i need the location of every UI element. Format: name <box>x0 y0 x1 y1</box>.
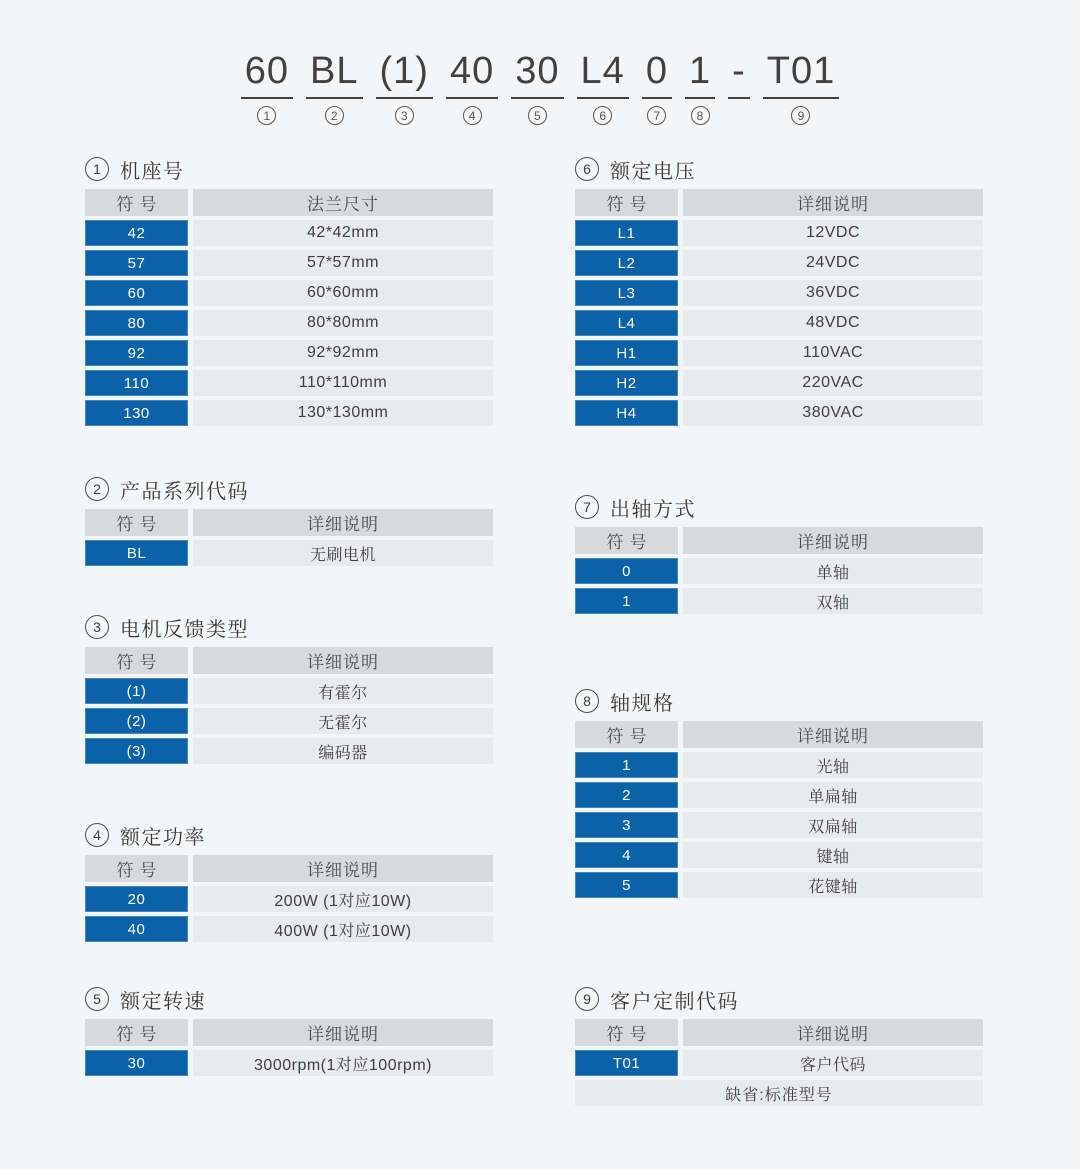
circled-number-icon: 9 <box>575 987 599 1011</box>
header-description: 详细说明 <box>193 1019 493 1046</box>
description-cell: 110*110mm <box>193 370 493 396</box>
segment-text: 60 <box>241 50 293 99</box>
table-row <box>575 340 983 366</box>
symbol-cell: L1 <box>575 220 678 246</box>
section-title-text: 出轴方式 <box>610 498 696 521</box>
header-symbol: 符号 <box>575 721 678 748</box>
model-code-segment <box>376 50 433 125</box>
symbol-cell: L2 <box>575 250 678 276</box>
description-cell: 48VDC <box>683 310 983 336</box>
section-title-text: 额定功率 <box>120 826 206 849</box>
segment-text: 30 <box>511 50 563 99</box>
circled-number-icon: 4 <box>85 823 109 847</box>
section-rated-power <box>85 822 493 946</box>
section-heading <box>575 156 983 182</box>
description-cell: 键轴 <box>683 842 983 868</box>
header-description: 详细说明 <box>193 647 493 674</box>
section-heading <box>575 494 983 520</box>
table-row <box>575 220 983 246</box>
code-table <box>85 647 493 764</box>
section-title-text: 客户定制代码 <box>610 990 739 1013</box>
table-row <box>85 708 493 734</box>
symbol-cell: 30 <box>85 1050 188 1076</box>
description-cell: 3000rpm(1对应100rpm) <box>193 1050 493 1076</box>
description-cell: 花键轴 <box>683 872 983 898</box>
symbol-cell: T01 <box>575 1050 678 1076</box>
model-code-segment <box>511 50 563 125</box>
table-header-row <box>575 1019 983 1046</box>
table-row <box>575 752 983 778</box>
table-header-row <box>575 189 983 216</box>
segment-text: T01 <box>763 50 839 99</box>
description-cell: 编码器 <box>193 738 493 764</box>
section-heading <box>85 614 493 640</box>
circled-number-icon: 3 <box>85 615 109 639</box>
code-table <box>575 1019 983 1106</box>
description-cell: 客户代码 <box>683 1050 983 1076</box>
symbol-cell: H2 <box>575 370 678 396</box>
symbol-cell: BL <box>85 540 188 566</box>
table-header-row <box>575 721 983 748</box>
section-product-series <box>85 476 493 570</box>
table-row <box>85 1050 493 1076</box>
description-cell: 有霍尔 <box>193 678 493 704</box>
segment-text: 40 <box>446 50 498 99</box>
table-row <box>85 678 493 704</box>
symbol-cell: 92 <box>85 340 188 366</box>
table-row <box>85 916 493 942</box>
table-row <box>575 310 983 336</box>
table-header-row <box>85 1019 493 1046</box>
table-header-row <box>85 855 493 882</box>
circled-number-icon: 6 <box>575 157 599 181</box>
section-heading <box>85 986 493 1012</box>
circled-number-icon: 5 <box>528 106 547 125</box>
code-table <box>575 189 983 426</box>
description-cell: 380VAC <box>683 400 983 426</box>
table-row <box>85 280 493 306</box>
table-header-row <box>85 647 493 674</box>
symbol-cell: H4 <box>575 400 678 426</box>
symbol-cell: 1 <box>575 588 678 614</box>
section-shaft-output <box>575 494 983 618</box>
table-row <box>85 886 493 912</box>
table-row <box>85 220 493 246</box>
section-heading <box>575 986 983 1012</box>
header-description: 详细说明 <box>683 527 983 554</box>
code-table <box>575 527 983 614</box>
segment-text: L4 <box>577 50 629 99</box>
code-table <box>85 509 493 566</box>
model-code-segment <box>446 50 498 125</box>
symbol-cell: L4 <box>575 310 678 336</box>
symbol-cell: 1 <box>575 752 678 778</box>
symbol-cell: 20 <box>85 886 188 912</box>
model-code-segment <box>763 50 839 125</box>
symbol-cell: 110 <box>85 370 188 396</box>
section-title-text: 额定电压 <box>610 160 696 183</box>
symbol-cell: 60 <box>85 280 188 306</box>
description-cell: 单轴 <box>683 558 983 584</box>
description-cell: 57*57mm <box>193 250 493 276</box>
header-symbol: 符号 <box>85 855 188 882</box>
circled-number-icon: 6 <box>593 106 612 125</box>
header-symbol: 符号 <box>85 509 188 536</box>
circled-number-icon: 2 <box>85 477 109 501</box>
table-row <box>575 370 983 396</box>
circled-number-icon: 3 <box>395 106 414 125</box>
code-table <box>85 1019 493 1076</box>
segment-text: BL <box>306 50 362 99</box>
segment-text: 1 <box>685 50 715 99</box>
table-row <box>85 370 493 396</box>
description-cell: 60*60mm <box>193 280 493 306</box>
description-cell: 24VDC <box>683 250 983 276</box>
circled-number-icon: 4 <box>463 106 482 125</box>
description-cell: 110VAC <box>683 340 983 366</box>
description-cell: 无霍尔 <box>193 708 493 734</box>
code-table <box>575 721 983 898</box>
description-cell: 双轴 <box>683 588 983 614</box>
section-title-text: 机座号 <box>120 160 185 183</box>
segment-text: - <box>728 50 750 99</box>
description-cell: 单扁轴 <box>683 782 983 808</box>
table-row <box>85 738 493 764</box>
section-title-text: 电机反馈类型 <box>120 618 249 641</box>
circled-number-icon: 1 <box>85 157 109 181</box>
model-code <box>0 50 1080 125</box>
header-symbol: 符号 <box>85 1019 188 1046</box>
section-heading <box>575 688 983 714</box>
code-table <box>85 189 493 426</box>
table-row <box>575 812 983 838</box>
symbol-cell: 80 <box>85 310 188 336</box>
header-description: 法兰尺寸 <box>193 189 493 216</box>
table-row <box>85 540 493 566</box>
circled-number-icon: 8 <box>691 106 710 125</box>
table-row <box>85 250 493 276</box>
table-row <box>85 340 493 366</box>
table-row <box>575 1050 983 1076</box>
table-row <box>575 250 983 276</box>
table-header-row <box>85 189 493 216</box>
table-row <box>575 588 983 614</box>
table-row <box>575 872 983 898</box>
circled-number-icon: 1 <box>257 106 276 125</box>
section-rated-speed <box>85 986 493 1080</box>
description-cell: 双扁轴 <box>683 812 983 838</box>
model-code-segment <box>642 50 672 125</box>
description-cell: 130*130mm <box>193 400 493 426</box>
table-header-row <box>575 527 983 554</box>
symbol-cell: 4 <box>575 842 678 868</box>
description-cell: 36VDC <box>683 280 983 306</box>
symbol-cell: (2) <box>85 708 188 734</box>
code-table <box>85 855 493 942</box>
section-frame-size <box>85 156 493 430</box>
header-description: 详细说明 <box>193 509 493 536</box>
description-cell: 12VDC <box>683 220 983 246</box>
section-heading <box>85 476 493 502</box>
segment-text: (1) <box>376 50 433 99</box>
symbol-cell: H1 <box>575 340 678 366</box>
header-symbol: 符号 <box>575 1019 678 1046</box>
table-row <box>575 782 983 808</box>
table-row <box>575 558 983 584</box>
header-symbol: 符号 <box>85 647 188 674</box>
symbol-cell: 0 <box>575 558 678 584</box>
model-code-segment <box>241 50 293 125</box>
description-cell: 92*92mm <box>193 340 493 366</box>
symbol-cell: 130 <box>85 400 188 426</box>
section-title-text: 轴规格 <box>610 692 675 715</box>
header-symbol: 符号 <box>575 189 678 216</box>
header-description: 详细说明 <box>683 721 983 748</box>
table-row <box>575 1080 983 1106</box>
symbol-cell: (1) <box>85 678 188 704</box>
symbol-cell: 57 <box>85 250 188 276</box>
symbol-cell: (3) <box>85 738 188 764</box>
description-cell: 42*42mm <box>193 220 493 246</box>
description-cell: 80*80mm <box>193 310 493 336</box>
header-symbol: 符号 <box>575 527 678 554</box>
description-cell: 400W (1对应10W) <box>193 916 493 942</box>
header-description: 详细说明 <box>683 1019 983 1046</box>
model-code-segment <box>577 50 629 125</box>
symbol-cell: 40 <box>85 916 188 942</box>
circled-number-icon: 8 <box>575 689 599 713</box>
circled-number-icon: 7 <box>575 495 599 519</box>
circled-number-icon: 7 <box>647 106 666 125</box>
symbol-cell: 3 <box>575 812 678 838</box>
section-heading <box>85 156 493 182</box>
section-rated-voltage <box>575 156 983 430</box>
section-title-text: 产品系列代码 <box>120 480 249 503</box>
circled-number-icon: 5 <box>85 987 109 1011</box>
table-row <box>85 400 493 426</box>
section-title-text: 额定转速 <box>120 990 206 1013</box>
table-header-row <box>85 509 493 536</box>
header-description: 详细说明 <box>683 189 983 216</box>
description-cell: 220VAC <box>683 370 983 396</box>
table-row <box>575 400 983 426</box>
table-row <box>575 842 983 868</box>
model-code-segment <box>728 50 750 125</box>
symbol-cell: 42 <box>85 220 188 246</box>
table-row <box>575 280 983 306</box>
symbol-cell: 5 <box>575 872 678 898</box>
symbol-cell: 2 <box>575 782 678 808</box>
circled-number-icon: 2 <box>325 106 344 125</box>
header-description: 详细说明 <box>193 855 493 882</box>
description-cell: 200W (1对应10W) <box>193 886 493 912</box>
default-note: 缺省:标准型号 <box>575 1080 983 1106</box>
circled-number-icon: 9 <box>791 106 810 125</box>
symbol-cell: L3 <box>575 280 678 306</box>
description-cell: 光轴 <box>683 752 983 778</box>
section-shaft-spec <box>575 688 983 902</box>
header-symbol: 符号 <box>85 189 188 216</box>
section-heading <box>85 822 493 848</box>
section-custom-code <box>575 986 983 1110</box>
table-row <box>85 310 493 336</box>
section-feedback-type <box>85 614 493 768</box>
segment-text: 0 <box>642 50 672 99</box>
model-code-segment <box>306 50 362 125</box>
description-cell: 无刷电机 <box>193 540 493 566</box>
model-code-segment <box>685 50 715 125</box>
